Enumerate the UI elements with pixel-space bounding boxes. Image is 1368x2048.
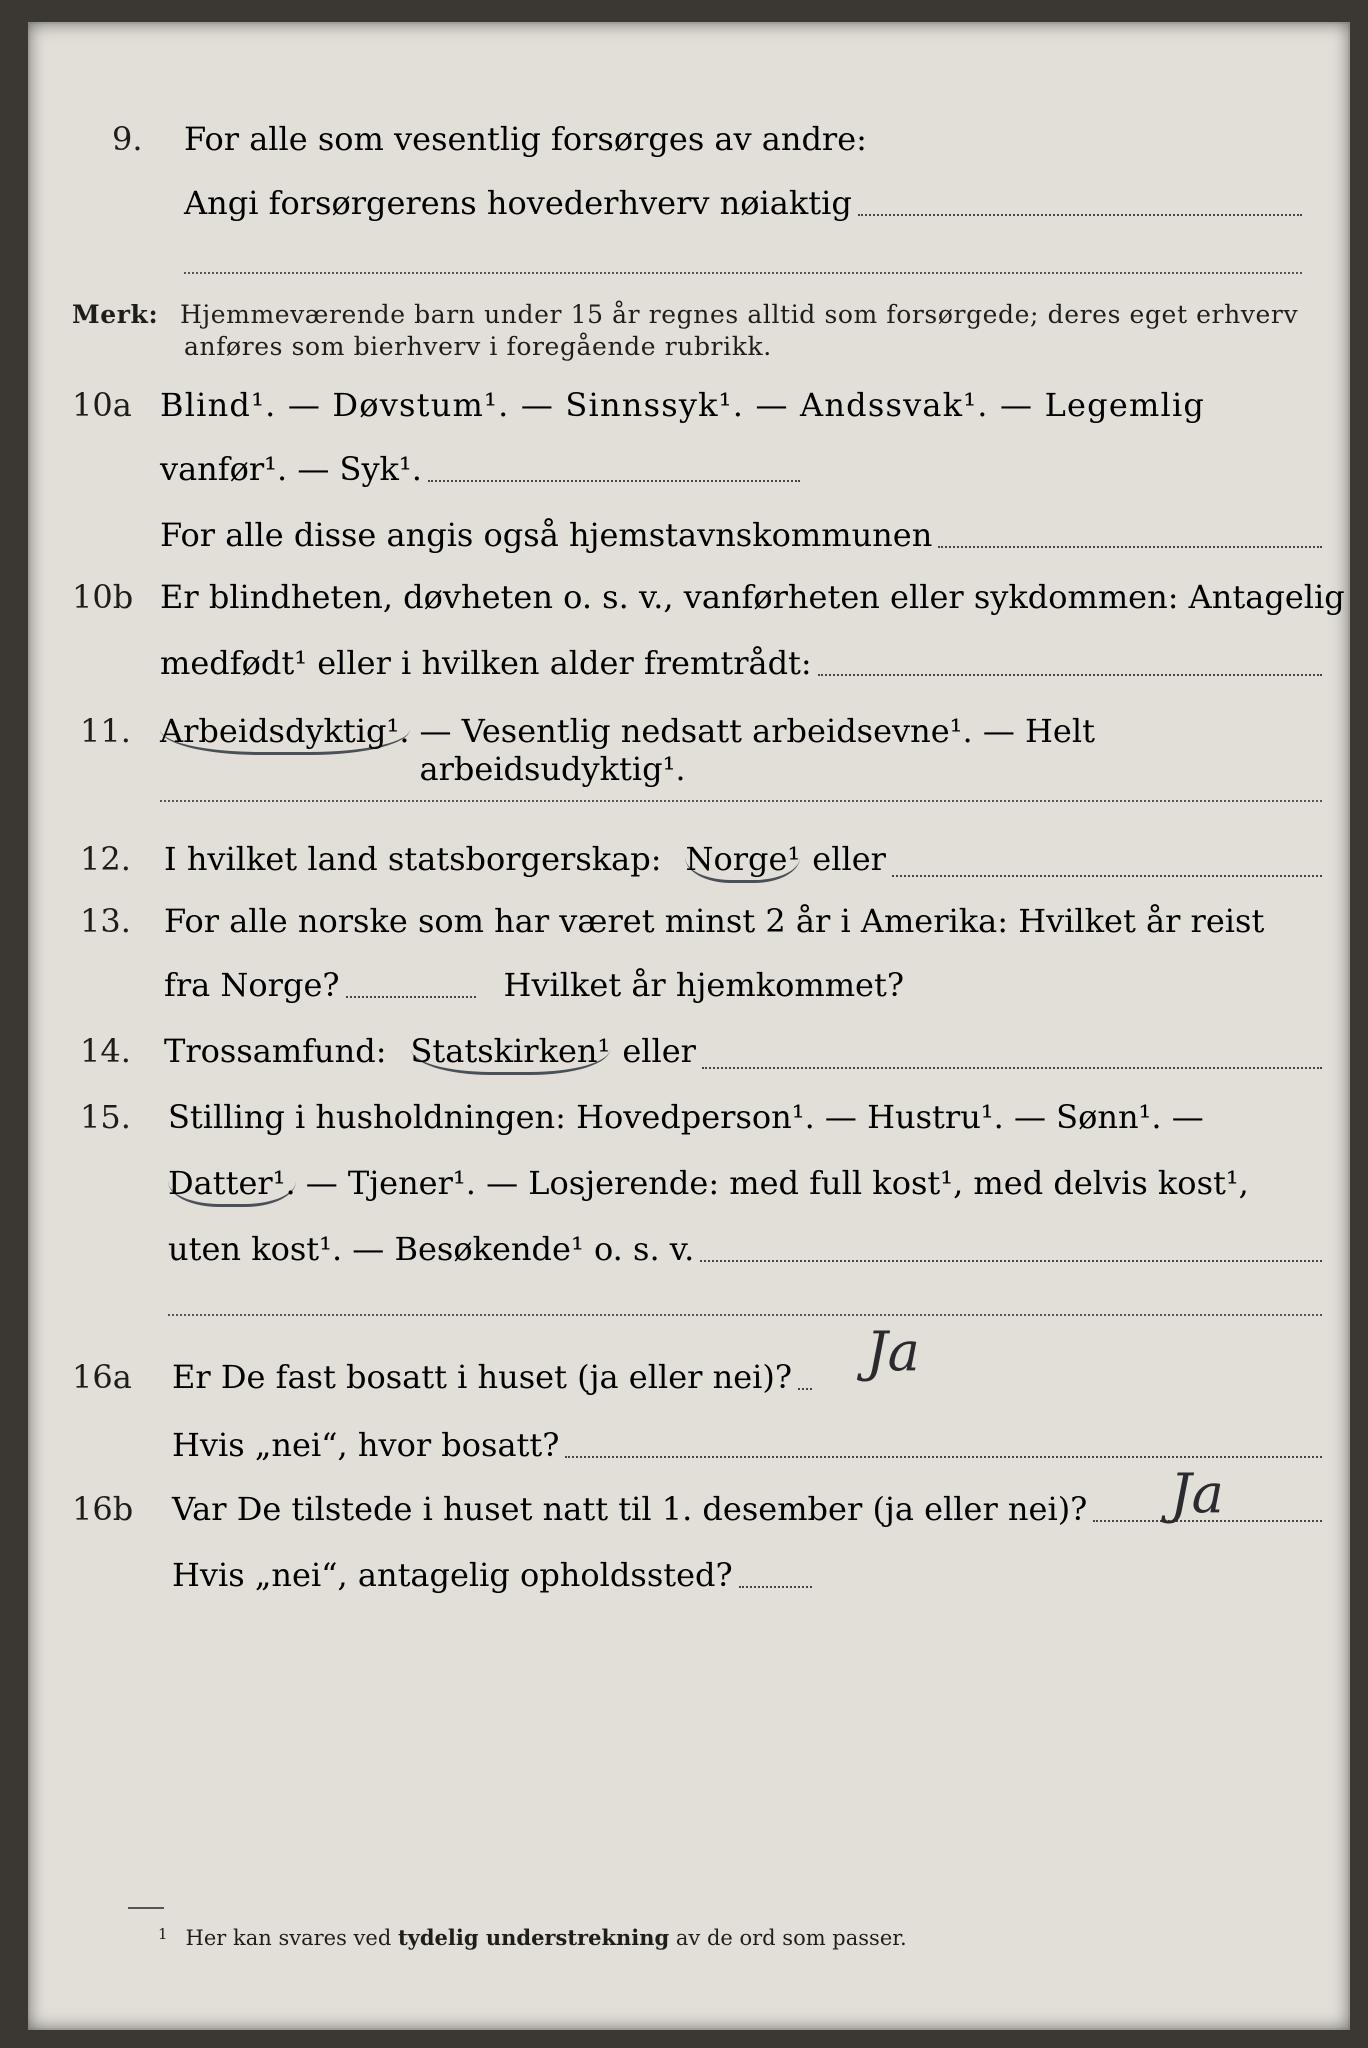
q13-line2a: fra Norge? xyxy=(164,966,340,1004)
q14-option-statskirken[interactable]: Statskirken¹ xyxy=(411,1032,611,1075)
q11-option-arbeidsdyktig[interactable]: Arbeidsdyktig¹. xyxy=(160,712,410,755)
q16a-residence-line[interactable] xyxy=(565,1456,1322,1458)
q13-number: 13. xyxy=(80,902,131,940)
q9-line2: Angi forsørgerens hovederhverv nøiaktig xyxy=(184,184,852,222)
q16a-line1-row xyxy=(172,1358,812,1396)
q14-row xyxy=(164,1032,1322,1075)
q16a-line1: Er De fast bosatt i huset (ja eller nei)? xyxy=(172,1358,793,1396)
q12-row xyxy=(164,840,1322,883)
q15-extra-line[interactable] xyxy=(168,1314,1322,1316)
footnote-mark: 1 xyxy=(158,1925,168,1943)
q16b-number: 16b xyxy=(72,1490,134,1528)
q16b-line2: Hvis „nei“, antagelig opholdssted? xyxy=(172,1556,733,1594)
q10a-hometown-line[interactable] xyxy=(938,546,1322,548)
q16b-handwritten-answer: Ja xyxy=(1170,1462,1224,1525)
q10a-line3-row xyxy=(160,516,1322,554)
q12-answer-line[interactable] xyxy=(892,875,1322,877)
q15-number: 15. xyxy=(80,1098,131,1136)
footnote-rule xyxy=(128,1907,164,1909)
q10a-line1: Blind¹. — Døvstum¹. — Sinnssyk¹. — Andssvak¹. — Legemlig xyxy=(160,386,1206,424)
q15-answer-line[interactable] xyxy=(700,1260,1322,1262)
q15-line3-row xyxy=(168,1230,1322,1268)
q16a-answer-line[interactable] xyxy=(798,1388,812,1390)
q11-row xyxy=(160,712,1350,788)
q11-number: 11. xyxy=(80,712,131,750)
merk-line1: Hjemmeværende barn under 15 år regnes alltid som forsørgede; deres eget erhverv xyxy=(180,300,1299,329)
q16b-line1: Var De tilstede i huset natt til 1. desember (ja eller nei)? xyxy=(172,1490,1088,1528)
q14-number: 14. xyxy=(80,1032,131,1070)
q14-post: eller xyxy=(622,1032,696,1070)
q15-line1: Stilling i husholdningen: Hovedperson¹. — Hustru¹. — Sønn¹. — xyxy=(168,1098,1204,1136)
q16b-location-line[interactable] xyxy=(739,1586,812,1588)
merk-row1 xyxy=(72,300,158,329)
footnote xyxy=(158,1925,907,1950)
q11-rest: — Vesentlig nedsatt arbeidsevne¹. — Helt arbeidsudyktig¹. xyxy=(419,712,1095,788)
q13-line2b: Hvilket år hjemkommet? xyxy=(503,966,904,1004)
q10a-answer-line[interactable] xyxy=(428,480,800,482)
footnote-pre: Her kan svares ved xyxy=(185,1926,392,1950)
q10b-line2: medfødt¹ eller i hvilken alder fremtrådt: xyxy=(160,644,812,682)
merk-line2: anføres som bierhverv i foregående rubrikk. xyxy=(184,332,772,361)
q9-extra-line[interactable] xyxy=(184,272,1302,274)
q10b-answer-line[interactable] xyxy=(818,674,1322,676)
q12-pre: I hvilket land statsborgerskap: xyxy=(164,840,662,878)
q10a-line2: vanfør¹. — Syk¹. xyxy=(160,450,422,488)
footnote-post: av de ord som passer. xyxy=(675,1926,907,1950)
q9-number: 9. xyxy=(112,120,143,158)
q9-answer-line[interactable] xyxy=(858,214,1302,216)
q13-line2-row xyxy=(164,966,1322,1004)
q16a-handwritten-answer: Ja xyxy=(866,1320,920,1383)
q10a-line3: For alle disse angis også hjemstavnskommunen xyxy=(160,516,933,554)
q12-post: eller xyxy=(812,840,886,878)
q14-pre: Trossamfund: xyxy=(164,1032,387,1070)
q13-year-left-line[interactable] xyxy=(346,996,476,998)
q10a-number: 10a xyxy=(72,386,132,424)
q10a-line2-row xyxy=(160,450,800,488)
q15-line3: uten kost¹. — Besøkende¹ o. s. v. xyxy=(168,1230,695,1268)
q10b-line2-row xyxy=(160,644,1322,682)
q12-option-norge[interactable]: Norge¹ xyxy=(685,840,800,883)
census-form-page xyxy=(28,22,1350,2030)
q16b-line1-row xyxy=(172,1490,1322,1528)
q10b-number: 10b xyxy=(72,578,134,616)
q14-answer-line[interactable] xyxy=(702,1067,1322,1069)
q16a-line2-row xyxy=(172,1426,1322,1464)
q16b-line2-row xyxy=(172,1556,812,1594)
footnote-bold: tydelig understrekning xyxy=(397,1925,670,1950)
q10b-line1: Er blindheten, døvheten o. s. v., vanførheten eller sykdommen: Antagelig xyxy=(160,578,1345,616)
q9-line2-row xyxy=(184,184,1302,222)
q16a-number: 16a xyxy=(72,1358,132,1396)
q15-line2-row xyxy=(168,1164,1249,1207)
merk-label: Merk: xyxy=(72,300,159,329)
q12-number: 12. xyxy=(80,840,131,878)
q15-line2rest: — Tjener¹. — Losjerende: med full kost¹, med delvis kost¹, xyxy=(305,1164,1249,1202)
q11-extra-line[interactable] xyxy=(160,800,1322,802)
q13-line1: For alle norske som har været minst 2 år i Amerika: Hvilket år reist xyxy=(164,902,1265,940)
q15-option-datter[interactable]: Datter¹. xyxy=(168,1164,296,1207)
q16a-line2: Hvis „nei“, hvor bosatt? xyxy=(172,1426,560,1464)
q9-line1: For alle som vesentlig forsørges av andre: xyxy=(184,120,867,158)
